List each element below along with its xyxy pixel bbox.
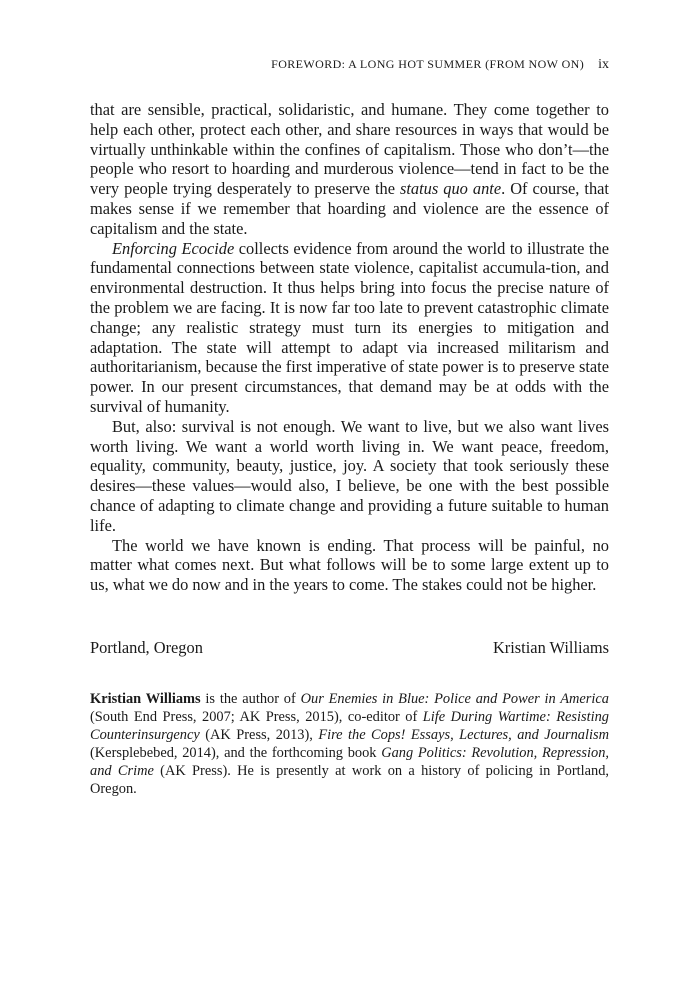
paragraph-1-text-a: that are sensible, practical, solidaristic, and humane. They come together to help each other, protect each other, and share resources in ways that would be virtually unthinkable within the confines of capitalism. Those who don’t—the people who resort to hoarding and murderous violence—tend in fact to be the very people trying desperately to preserve the <box>90 100 609 199</box>
paragraph-2 <box>90 239 609 417</box>
paragraph-1 <box>90 100 609 239</box>
bio-text-5: (AK Press). He is presently at work on a history of policing in Portland, Oregon. <box>90 763 609 797</box>
bio-book-1: Our Enemies in Blue: Police and Power in America <box>300 691 609 707</box>
bio-text-1: is the author of <box>200 691 301 707</box>
body-text <box>90 100 609 595</box>
bio-book-2: Life During Wartime: Resisting Counterinsurgency <box>90 709 609 743</box>
book-page <box>90 0 609 993</box>
running-head <box>90 57 609 73</box>
bio-text-2: (South End Press, 2007; AK Press, 2015), co-editor of <box>90 709 423 725</box>
paragraph-2-text: collects evidence from around the world to illustrate the fundamental connections between state violence, capitalist accumula-tion, and environmental destruction. It thus helps bring into focus the precise nature of the problem we are facing. It is now far too late to prevent catastrophic climate change; any realistic strategy must turn its energies to mitigation and adaptation. The state will attempt to adapt via increased militarism and authoritarianism, because the first imperative of state power is to preserve state power. In our present circumstances, that demand may be at odds with the survival of humanity. <box>90 238 609 416</box>
paragraph-1-text-c: . Of course, that makes sense if we remember that hoarding and violence are the essence of capitalism and the state. <box>90 179 609 238</box>
bio-book-3: Fire the Cops! Essays, Lectures, and Journalism <box>318 727 609 743</box>
bio-author-name: Kristian Williams <box>90 691 201 707</box>
paragraph-3: But, also: survival is not enough. We want to live, but we also want lives worth living. We want a world worth living in. We want peace, freedom, equality, community, beauty, justice, joy. A society that took seriously these desires—these values—would also, I believe, be one with the best possible chance of adapting to climate change and providing a future suitable to human life. <box>90 416 609 535</box>
book-title: Enforcing Ecocide <box>112 238 235 258</box>
bio-book-4: Gang Politics: Revolution, Repression, and Crime <box>90 745 609 779</box>
chapter-title: FOREWORD: A LONG HOT SUMMER (FROM NOW ON) <box>271 57 585 71</box>
page-number: ix <box>598 57 609 72</box>
signature-author: Kristian Williams <box>492 638 609 657</box>
latin-phrase: status quo ante <box>400 179 502 199</box>
signature-place: Portland, Oregon <box>90 638 203 657</box>
bio-text-3: (AK Press, 2013), <box>199 727 319 743</box>
paragraph-4: The world we have known is ending. That process will be painful, no matter what comes next. But what follows will be to some large extent up to us, what we do now and in the years to come. The stakes could not be higher. <box>90 535 609 595</box>
author-bio <box>90 690 609 798</box>
bio-text-4: (Kersplebebed, 2014), and the forthcoming book <box>90 745 382 761</box>
